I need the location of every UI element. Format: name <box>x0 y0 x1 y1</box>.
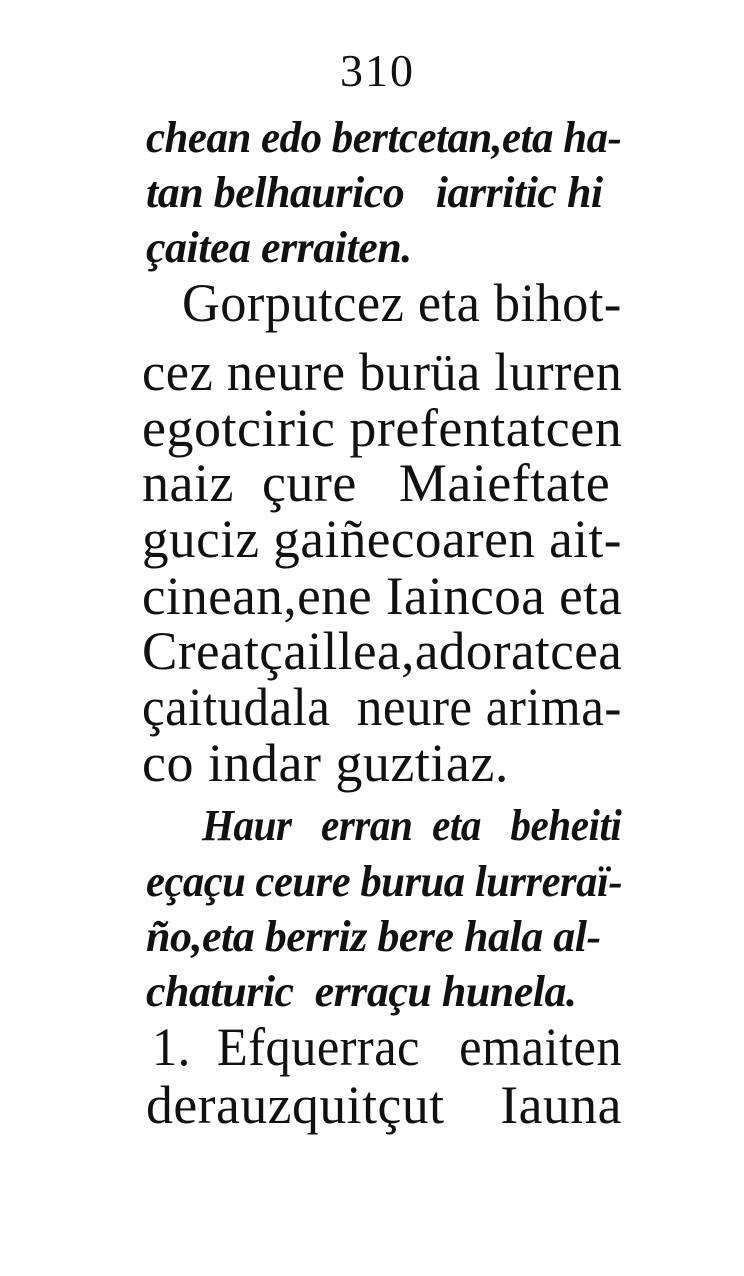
text-line: derauzquitçut Iauna <box>146 1075 622 1135</box>
text-line: 1. Efquerrac emaiten <box>152 1017 623 1077</box>
text-line: chaturic erraçu hunela. <box>146 967 577 1016</box>
text-line: chean edo bertcetan,eta ha- <box>146 113 622 162</box>
text-line: co indar guztiaz. <box>142 733 509 793</box>
text-line: egotciric prefentatcen <box>142 398 623 458</box>
text-line: eçaçu ceure burua lurreraï- <box>146 857 623 906</box>
text-line: ño,eta berriz bere hala al- <box>146 912 601 961</box>
text-line: Creatçaillea,adoratcea <box>142 621 623 681</box>
text-line: çaitea erraiten. <box>146 223 412 272</box>
text-line: çaitudala neure arima- <box>142 677 622 737</box>
text-line: naiz çure Maieftate <box>142 453 611 513</box>
text-line: cinean,ene Iaincoa eta <box>142 566 623 626</box>
text-line: cez neure burüa lurren <box>142 342 623 402</box>
page-number: 310 <box>340 45 415 96</box>
text-line: tan belhaurico iarritic hi <box>146 168 603 217</box>
text-line: Gorputcez eta bihot- <box>182 273 622 333</box>
text-line: guciz gaiñecoaren ait- <box>142 509 622 569</box>
text-line: Haur erran eta beheiti <box>202 801 622 850</box>
